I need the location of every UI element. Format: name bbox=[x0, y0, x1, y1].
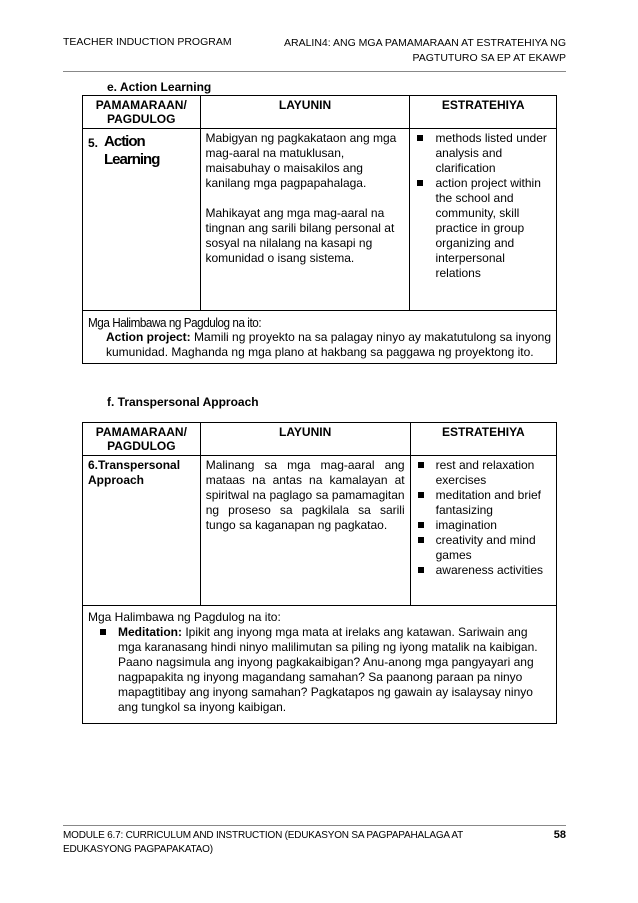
layunin-cell bbox=[200, 129, 410, 311]
example-row bbox=[83, 606, 557, 724]
table-header-row bbox=[83, 96, 557, 129]
strategy-item: rest and relaxation exercises bbox=[416, 458, 551, 488]
example-text: Ipikit ang inyong mga mata at irelaks ang katawan. Sariwain ang mga karanasang hindi ninyo malilimutan sa piling ng iyong matalik na kaibigan. Paano nagsimula ang inyong pagkakaibigan? Anu-anong mga pangyayari ang nagpapakita ng inyong magandang samahan? Sa paanong paraan pa ninyo mapagtitibay ang inyong samahan? Pagkatapos ng gawain ay isalaysay ninyo ang tungkol sa inyong kaibigan. bbox=[118, 625, 538, 714]
example-label: Action project: bbox=[106, 330, 191, 344]
approach-cell bbox=[83, 129, 201, 311]
header-lesson-line1: ARALIN4: ANG MGA PAMAMARAAN AT ESTRATEHIYA NG bbox=[283, 37, 566, 49]
col-header-pamamaraan: PAMAMARAAN/ PAGDULOG bbox=[83, 96, 201, 129]
footer-module-title: MODULE 6.7: CURRICULUM AND INSTRUCTION (EDUKASYON SA PAGPAPAHALAGA AT EDUKASYONG PAGPAPAKATAO) bbox=[63, 830, 463, 855]
page-number: 58 bbox=[553, 829, 566, 841]
table-row bbox=[83, 456, 557, 606]
example-body bbox=[88, 330, 551, 360]
example-heading: Mga Halimbawa ng Pagdulog na ito: bbox=[88, 610, 281, 624]
strategy-item: awareness activities bbox=[416, 563, 551, 578]
header-lesson-line2: PAGTUTURO SA EP AT EKAWP bbox=[412, 52, 566, 64]
approach-number: 5. bbox=[88, 136, 99, 150]
col-header-layunin: LAYUNIN bbox=[200, 96, 410, 129]
approach-cell: 6.Transpersonal Approach bbox=[83, 456, 201, 606]
example-row bbox=[83, 311, 557, 364]
footer-rule bbox=[63, 825, 566, 826]
example-item bbox=[98, 625, 551, 715]
table-header-row bbox=[83, 423, 557, 456]
example-label: Meditation: bbox=[118, 625, 182, 639]
layunin-cell: Malinang sa mga mag-aaral ang mataas na antas na kamalayan at spiritwal na paglago sa pamamagitan ng proseso sa pagkilala sa sarili tungo sa kaganapan ng pagkatao. bbox=[200, 456, 410, 606]
layunin-paragraph: Mabigyan ng pagkakataon ang mga mag-aaral na matuklusan, maisabuhay o maisakilos ang kanilang mga pagpapahalaga. bbox=[205, 131, 397, 190]
col-header-pamamaraan: PAMAMARAAN/ PAGDULOG bbox=[83, 423, 201, 456]
example-cell bbox=[83, 311, 557, 364]
col-header-estratehiya: ESTRATEHIYA bbox=[410, 423, 556, 456]
example-text: Mamili ng proyekto na sa palagay ninyo ay makatutulong sa inyong kumunidad. Maghanda ng mga plano at hakbang sa paggawa ng proyektong ito. bbox=[106, 330, 551, 359]
page-footer bbox=[63, 825, 566, 857]
action-learning-table bbox=[82, 95, 557, 364]
header-program: TEACHER INDUCTION PROGRAM bbox=[63, 36, 232, 48]
example-heading: Mga Halimbawa ng Pagdulog na ito: bbox=[88, 315, 262, 330]
col-header-layunin: LAYUNIN bbox=[200, 423, 410, 456]
transpersonal-table bbox=[82, 422, 557, 724]
strategy-item: imagination bbox=[416, 518, 551, 533]
col-header-estratehiya: ESTRATEHIYA bbox=[410, 96, 557, 129]
layunin-paragraph: Mahikayat ang mga mag-aaral na tingnan ang sarili bilang personal at sosyal na nilalang na kasapi ng komunidad o isang sistema. bbox=[205, 206, 395, 265]
table-row bbox=[83, 129, 557, 311]
example-cell bbox=[83, 606, 557, 724]
strategy-item: creativity and mind games bbox=[416, 533, 551, 563]
header-lesson bbox=[284, 36, 566, 66]
header-rule bbox=[63, 71, 566, 72]
page-header bbox=[63, 12, 566, 64]
estratehiya-cell bbox=[410, 129, 557, 311]
estratehiya-cell bbox=[410, 456, 556, 606]
section-title-transpersonal: f. Transpersonal Approach bbox=[107, 395, 259, 409]
strategy-item: methods listed under analysis and clarification bbox=[415, 131, 551, 176]
section-title-action-learning: e. Action Learning bbox=[107, 80, 212, 94]
strategy-item: meditation and brief fantasizing bbox=[416, 488, 551, 518]
strategy-item: action project within the school and community, skill practice in group organizing and interpersonal relations bbox=[415, 176, 551, 281]
approach-name: Action Learning bbox=[104, 133, 160, 168]
